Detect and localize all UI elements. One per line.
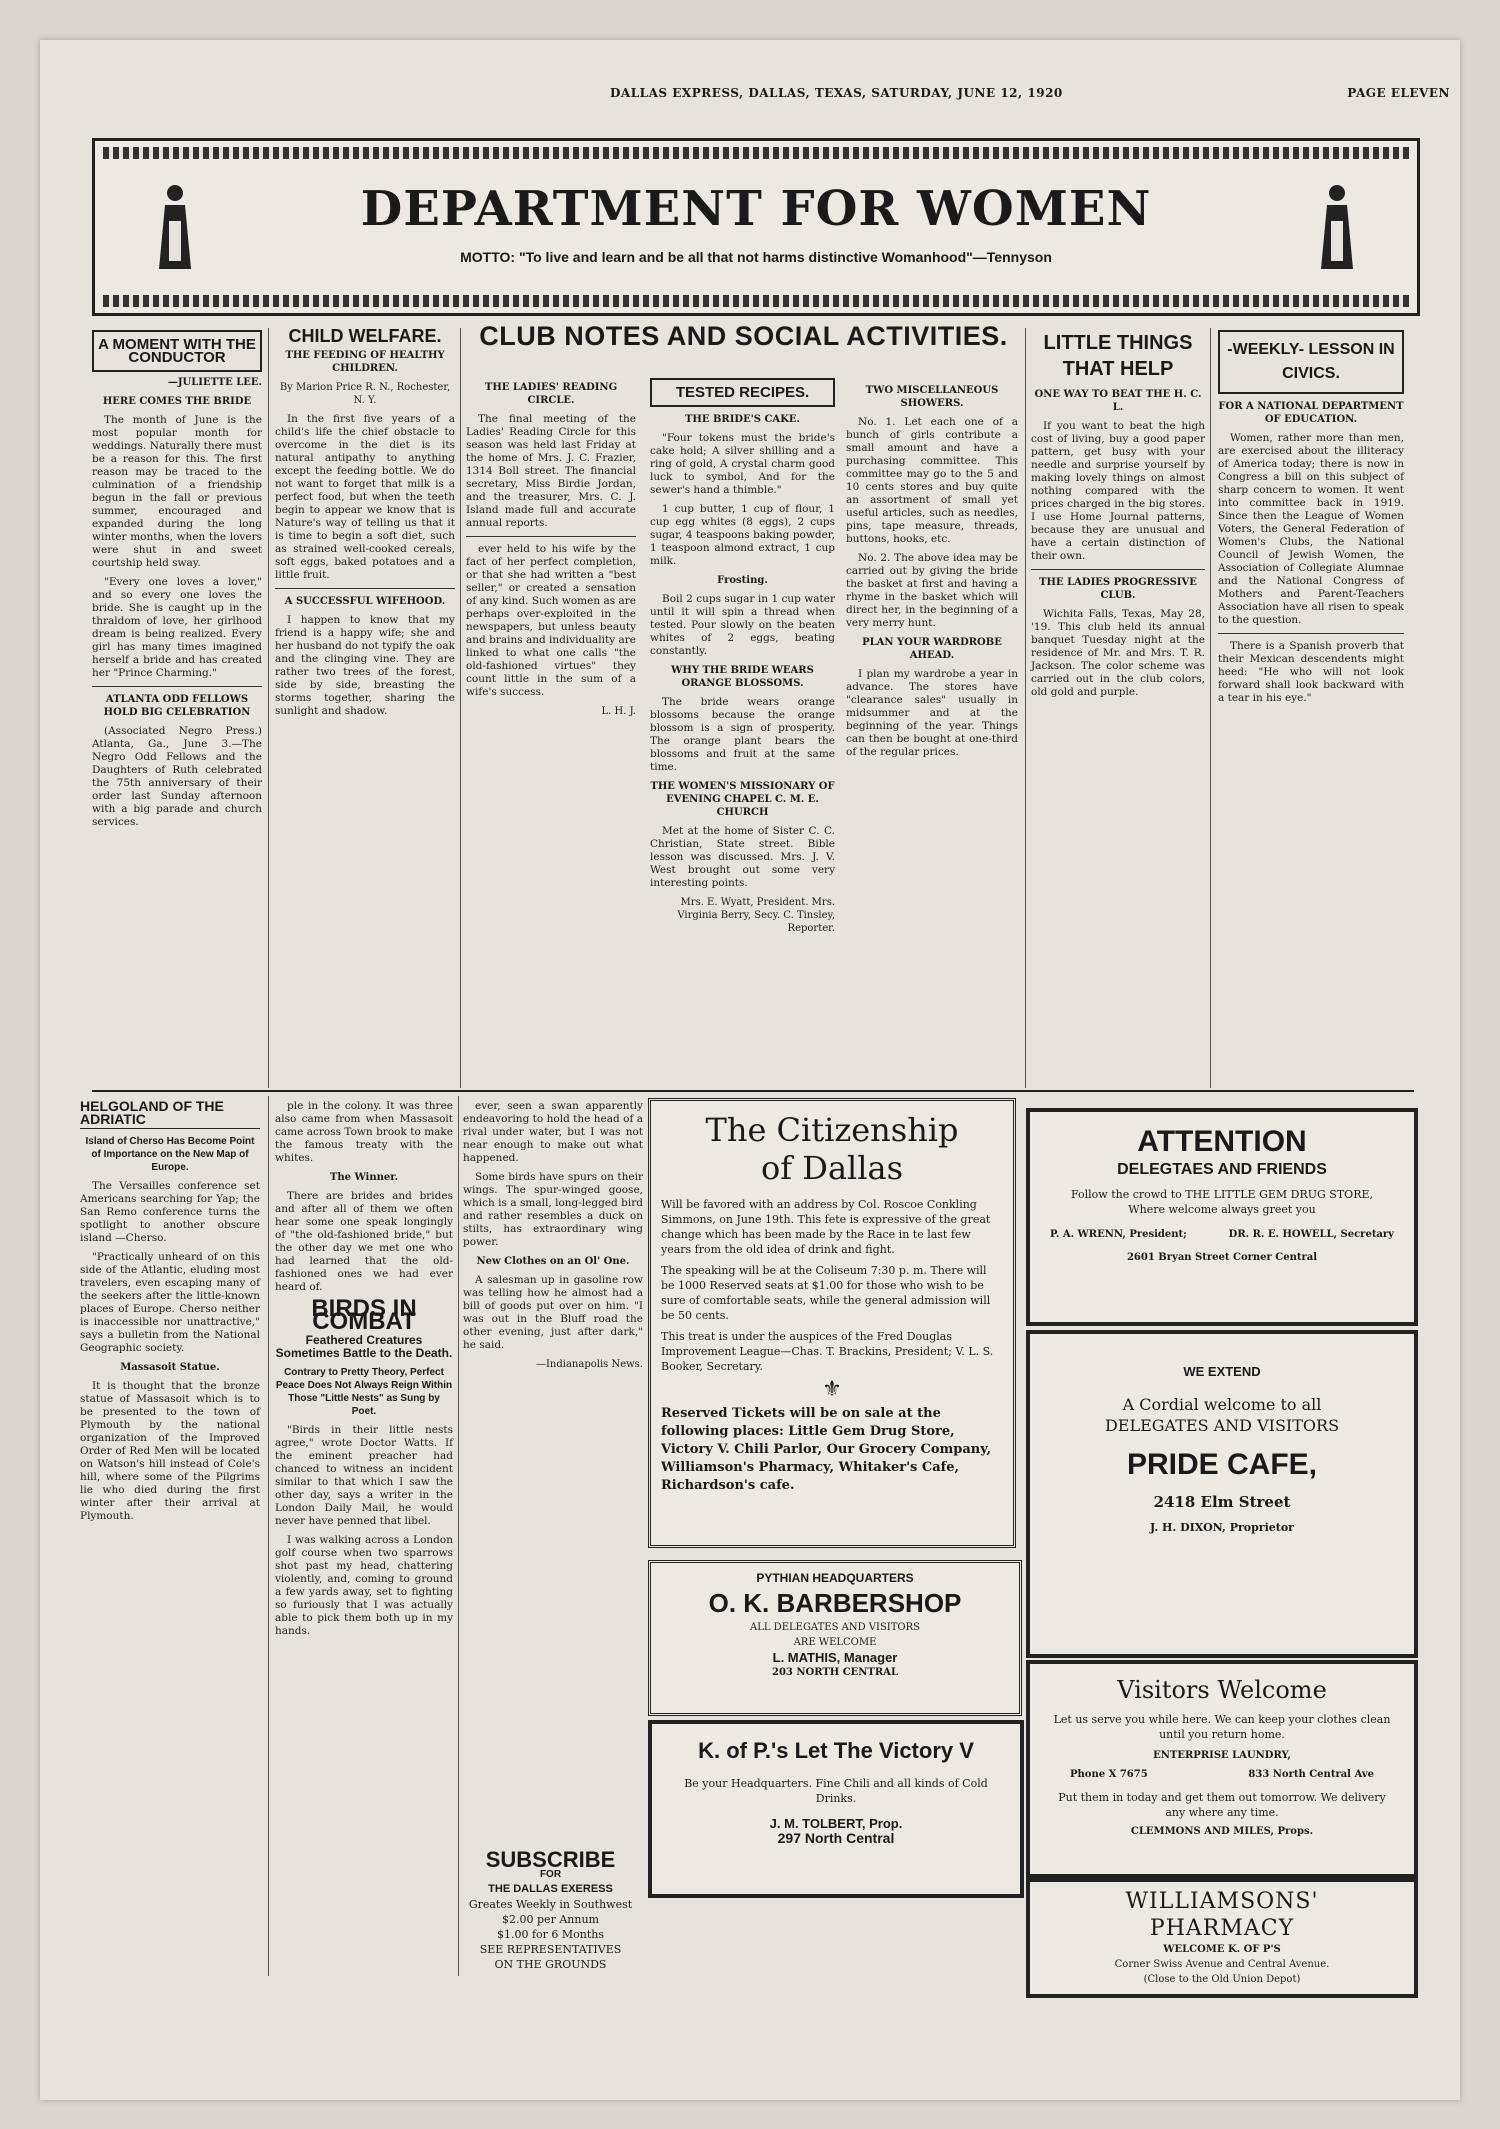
ad-line: WE EXTEND — [1183, 1364, 1261, 1379]
article-paragraph: ever, seen a swan apparently endeavoring to hold the head of a rival under water, but I was not near enough to make out what happened. — [463, 1100, 643, 1164]
attention-ad — [1026, 1108, 1418, 1326]
divider — [1218, 633, 1404, 634]
ad-line: ENTERPRISE LAUNDRY, — [1153, 1750, 1291, 1761]
ad-line: L. MATHIS, Manager — [772, 1650, 898, 1665]
article-paragraph: Met at the home of Sister C. C. Christian, State street. Bible lesson was discussed. Mrs. J. V. West brought out some very interesting points. — [650, 825, 835, 889]
article-subhead: Massasoit Statue. — [120, 1362, 220, 1373]
section-divider — [92, 1090, 1414, 1092]
article-subhead: THE BRIDE'S CAKE. — [684, 414, 800, 425]
article-subhead: HERE COMES THE BRIDE — [102, 396, 252, 407]
ad-line: Put them in today and get them out tomorrow. We delivery any where any time. — [1058, 1791, 1386, 1819]
ad-line: Let us serve you while here. We can keep your clothes clean until you return home. — [1053, 1713, 1391, 1741]
article-paragraph: "Four tokens must the bride's cake hold; A silver shilling and a ring of gold, A crystal charm good luck to symbol, And for the sewer's hand a thimble." — [650, 432, 835, 496]
ad-title: ATTENTION — [1137, 1125, 1307, 1158]
banner-border-top — [103, 147, 1409, 159]
williamsons-pharmacy-ad — [1026, 1878, 1418, 1998]
article-subhead: Frosting. — [717, 575, 768, 586]
article-subhead: ATLANTA ODD FELLOWS HOLD BIG CELEBRATION — [103, 694, 251, 718]
ad-paragraph: This treat is under the auspices of the Fred Douglas Improvement League—Chas. T. Brackins, President; V. L. S. Booker, Secretary. — [661, 1330, 994, 1373]
ad-line: DELEGATES AND VISITORS — [1104, 1416, 1340, 1435]
column-child-welfare — [275, 326, 455, 724]
section-heading: BIRDS IN COMBAT — [311, 1295, 417, 1335]
subscribe-line: Greates Weekly in Southwest — [468, 1898, 633, 1911]
article-subhead: THE LADIES PROGRESSIVE CLUB. — [1039, 577, 1197, 601]
article-subhead: ONE WAY TO BEAT THE H. C. L. — [1034, 389, 1202, 413]
article-subhead: FOR A NATIONAL DEPARTMENT OF EDUCATION. — [1218, 401, 1404, 425]
subscribe-ad — [458, 1848, 643, 1988]
section-heading: -WEEKLY- LESSON IN CIVICS. — [1218, 330, 1404, 394]
source-credit: —Indianapolis News. — [535, 1359, 643, 1370]
ornament-icon: ⚜ — [822, 1377, 842, 1402]
ad-line: Where welcome always greet you — [1128, 1203, 1316, 1216]
ad-phone: Phone X 7675 — [1070, 1769, 1148, 1780]
article-subhead: New Clothes on an Ol' One. — [476, 1256, 630, 1267]
ad-subtitle: DELEGTAES AND FRIENDS — [1117, 1161, 1327, 1178]
article-paragraph: Some birds have spurs on their wings. The spur-winged goose, which is a small, long-legged bird and rather resembles a duck on stilts, has extraordinary wing power. — [463, 1171, 643, 1248]
subscribe-line: ON THE GROUNDS — [494, 1958, 607, 1971]
article-paragraph: I happen to know that my friend is a happy wife; she and her husband do not typify the oak and the clinging vine. They are rather two trees of the forest, side by side, breasting the storms together, sharing the sunlight and shadow. — [275, 614, 455, 717]
article-paragraph: "Practically unheard of on this side of the Atlantic, eluding most travelers, even escaping many of the seekers after the little-known places of Europe. Cherso neither is inaccessible nor unattractive," says a bulletin from the National Geographic society. — [80, 1251, 260, 1354]
article-paragraph: "Every one loves a lover," and so every one loves the bride. She is caught up in the thraldom of love, her girlhood dream is being realized. Every girl has many times imagined herself a bride and has created her "Prince Charming." — [92, 576, 262, 679]
citizenship-ad — [648, 1098, 1016, 1548]
ad-title: Visitors Welcome — [1117, 1676, 1327, 1704]
ad-line: A Cordial welcome to all — [1122, 1395, 1322, 1414]
signoff: Mrs. E. Wyatt, President. Mrs. Virginia Berry, Secy. C. Tinsley, Reporter. — [677, 897, 835, 934]
article-paragraph: It is thought that the bronze statue of Massasoit which is to be presented to the town of Plymouth by the national organization of the Improved Order of Red Men will be located on Watson's hill instead of Cole's hill, where some of the Pilgrims lie who died during the first winter after their arrival at Plymouth. — [80, 1380, 260, 1522]
ad-paragraph: The speaking will be at the Coliseum 7:30 p. m. There will be 1000 Reserved seats at $1.00 for those who wish to be sure of comfortable seats, while the general admission will be 50 cents. — [661, 1264, 991, 1322]
article-paragraph: The Versailles conference set Americans searching for Yap; the San Remo conference turns the spotlight to another obscure island —Cherso. — [80, 1180, 260, 1244]
article-subhead: PLAN YOUR WARDROBE AHEAD. — [862, 637, 1002, 661]
divider — [275, 588, 455, 589]
section-heading: A MOMENT WITH THE CONDUCTOR — [92, 330, 262, 372]
section-heading: CHILD WELFARE. — [288, 326, 442, 346]
article-deck: Island of Cherso Has Become Point of Importance on the New Map of Europe. — [85, 1136, 255, 1173]
article-deck: Feathered Creatures Sometimes Battle to the Death. — [275, 1333, 453, 1360]
column-rule — [268, 328, 269, 1088]
column-rule — [460, 328, 461, 1088]
ad-title: of Dallas — [761, 1149, 903, 1187]
section-heading: LITTLE THINGS THAT HELP — [1043, 332, 1193, 380]
pythian-barbershop-ad — [648, 1560, 1022, 1716]
ad-line: Follow the crowd to THE LITTLE GEM DRUG STORE, — [1070, 1188, 1374, 1201]
section-heading: CLUB NOTES AND SOCIAL ACTIVITIES. — [479, 321, 1008, 351]
article-paragraph: If you want to beat the high cost of living, buy a good paper pattern, get busy with your needle and surprise yourself by making lovely things on almost nothing compared with the prices charged in the big stores. I use Home Journal patterns, because they are unusual and have a certain distinction of their own. — [1031, 420, 1205, 562]
article-paragraph: Wichita Falls, Texas, May 28, '19. This club held its annual banquet Tuesday night at the residence of Mr. and Mrs. T. R. Jackson. The color scheme was carried out in the club colors, old gold and purple. — [1031, 608, 1205, 698]
column-birds-in-combat — [275, 1100, 453, 1644]
laundry-ad — [1026, 1660, 1418, 1878]
ingredient-list: 1 cup butter, 1 cup of flour, 1 cup egg whites (8 eggs), 2 cups sugar, 4 teaspoons baking powder, 1 teaspoon almond extract, 1 cup milk. — [650, 503, 835, 567]
signoff: L. H. J. — [601, 706, 636, 717]
article-paragraph: The month of June is the most popular month for weddings. Naturally there must be a reason for this. The first reason may be traced to the culmination of a friendship begun in the fall or previous summer, encouraged and expanded during the long winter months, when the lovers were shut in and sweet courtship held sway. — [92, 414, 262, 569]
subscribe-line: SEE REPRESENTATIVES — [479, 1943, 622, 1956]
subscribe-line: $1.00 for 6 Months — [496, 1928, 605, 1941]
ad-proprietor: CLEMMONS AND MILES, Props. — [1130, 1826, 1314, 1837]
ad-line: J. M. TOLBERT, Prop. — [769, 1816, 903, 1831]
ad-title: K. of P.'s Let The Victory V — [698, 1738, 974, 1763]
article-subhead: The Winner. — [329, 1172, 399, 1183]
article-subhead: WHY THE BRIDE WEARS ORANGE BLOSSOMS. — [671, 665, 814, 689]
paper-dateline: DALLAS EXPRESS, DALLAS, TEXAS, SATURDAY, JUNE 12, 1920 — [610, 86, 1063, 100]
column-rule — [268, 1096, 269, 1976]
ad-proprietor: J. H. DIXON, Proprietor — [1150, 1521, 1294, 1534]
subscribe-line: THE DALLAS EXERESS — [488, 1883, 613, 1895]
ad-paragraph: Reserved Tickets will be on sale at the following places: Little Gem Drug Store, Victory V. Chili Parlor, Our Grocery Company, Williamson's Pharmacy, Whitaker's Cafe, Richardson's cafe. — [661, 1406, 992, 1493]
article-paragraph: I was walking across a London golf course when two sparrows shot past my head, chattering violently, and, coming to ground a few yards away, set to fighting so furiously that I was actually able to pick them both up in my hands. — [275, 1534, 453, 1637]
article-paragraph: The bride wears orange blossoms because the orange blossom is a sign of prosperity. The orange plant bears the blossoms and fruit at the same time. — [650, 696, 835, 773]
column-rule — [1025, 328, 1026, 1088]
article-paragraph: There is a Spanish proverb that their Mexican descendents might heed: "He who will not look forward shall look backward with a tear in his eye." — [1218, 640, 1404, 704]
column-rule — [458, 1096, 459, 1976]
ad-line: Be your Headquarters. Fine Chili and all kinds of Cold Drinks. — [684, 1777, 988, 1805]
article-subhead: THE FEEDING OF HEALTHY CHILDREN. — [285, 350, 445, 374]
column-civics — [1218, 330, 1404, 711]
section-heading: HELGOLAND OF THE ADRIATIC — [80, 1100, 260, 1129]
ad-line: 203 NORTH CENTRAL — [772, 1667, 898, 1678]
department-banner — [92, 138, 1420, 316]
ad-line: 297 North Central — [777, 1830, 895, 1846]
article-paragraph: No. 2. The above idea may be carried out by giving the bride the basket at first and having a rhyme in the basket which will direct her, in the beginning of a very merry hunt. — [846, 552, 1018, 629]
article-subhead: THE LADIES' READING CIRCLE. — [484, 382, 618, 406]
article-paragraph: (Associated Negro Press.) Atlanta, Ga., June 3.—The Negro Odd Fellows and the Daughters of Ruth celebrated the 75th anniversary of their order last Sunday afternoon with a big parade and church services. — [92, 725, 262, 828]
divider — [92, 686, 262, 687]
page-title: DEPARTMENT FOR WOMEN — [360, 181, 1152, 237]
byline: By Marion Price R. N., Rochester, N. Y. — [279, 382, 451, 406]
ad-line: PYTHIAN HEADQUARTERS — [756, 1571, 914, 1585]
article-paragraph: The final meeting of the Ladies' Reading Circle for this season was held last Friday at the home of Mrs. J. C. Frazier, 1314 Boll street. The financial secretary, Miss Birdie Jordan, and the treasurer, Mrs. C. J. Island made full and accurate annual reports. — [466, 413, 636, 529]
ad-secretary: DR. R. E. HOWELL, Secretary — [1228, 1229, 1394, 1240]
article-paragraph: Boil 2 cups sugar in 1 cup water until it will spin a thread when tested. Pour slowly on the beaten whites of 2 eggs, beating constantly. — [650, 593, 835, 657]
ad-title: PRIDE CAFE, — [1126, 1448, 1318, 1481]
ad-address: 2601 Bryan Street Corner Central — [1126, 1252, 1318, 1263]
column-helgoland — [80, 1100, 260, 1529]
club-notes-section — [466, 321, 1021, 351]
kofp-ad — [648, 1720, 1024, 1898]
subscribe-title: SUBSCRIBE — [485, 1847, 616, 1872]
ad-title: O. K. BARBERSHOP — [708, 1588, 962, 1618]
subscribe-line: FOR — [539, 1869, 562, 1880]
article-subhead: TWO MISCELLANEOUS SHOWERS. — [865, 385, 999, 409]
article-paragraph: In the first five years of a child's life the chief obstacle to overcome in the diet is its natural antipathy to anything except the feeding bottle. We do not want to forget that milk is a perfect food, but when the teeth begin to appear we know that is Nature's way of telling us that it is time to begin a soft diet, such as strained well-cooked cereals, soft eggs, baked potatoes and a little fruit. — [275, 413, 455, 581]
section-heading: TESTED RECIPES. — [650, 378, 835, 407]
article-paragraph: A salesman up in gasoline row was telling how he almost had a bill of goods put over on him. "I was out in the Bluff road the other evening, just after dark," he said. — [463, 1274, 643, 1351]
divider — [466, 536, 636, 537]
column-moment-with-conductor — [92, 330, 262, 835]
column-birds-continued — [463, 1100, 643, 1371]
article-paragraph: ever held to his wife by the fact of her perfect completion, or that she had written a "best seller," or created a sensation of any kind. Such women as are perhaps over-exploited in the newspapers, but unless beauty and brains and individuality are linked to what one calls "the old-fashioned virtues" they count little in the sum of a wife's success. — [466, 543, 636, 698]
article-paragraph: There are brides and brides and after all of them we often hear some one speak longingly of "the old-fashioned bride," but the other day we met one who had learned that the old-fashioned ones we had ever heard of. — [275, 1190, 453, 1293]
ad-paragraph: Will be favored with an address by Col. Roscoe Conkling Simmons, on June 19th. This fete is expressive of the great change which has been made by the Race in te last few years from the old idea of drink and fight. — [661, 1198, 991, 1256]
ad-line: ARE WELCOME — [793, 1637, 877, 1648]
divider — [1031, 569, 1205, 570]
article-paragraph: I plan my wardrobe a year in advance. The stores have "clearance sales" usually in midsummer and at the beginning of the year. Things can then be bought at one-third of the regular prices. — [846, 668, 1018, 758]
banner-motto: MOTTO: "To live and learn and be all that not harms distinctive Womanhood"—Tennyson — [460, 249, 1052, 265]
ad-title: PHARMACY — [1149, 1916, 1295, 1941]
article-subhead: A SUCCESSFUL WIFEHOOD. — [284, 596, 446, 607]
ad-title: WILLIAMSONS' — [1125, 1889, 1319, 1914]
ad-address: 833 North Central Ave — [1248, 1769, 1374, 1780]
article-subhead: THE WOMEN'S MISSIONARY OF EVENING CHAPEL C. M. E. CHURCH — [650, 781, 835, 818]
ad-president: P. A. WRENN, President; — [1050, 1229, 1187, 1240]
article-deck: Contrary to Pretty Theory, Perfect Peace Does Not Always Reign Within Those "Little Nests" as Sung by Poet. — [275, 1367, 453, 1417]
banner-border-bottom — [103, 295, 1409, 307]
ad-line: ALL DELEGATES AND VISITORS — [750, 1622, 920, 1633]
article-paragraph: ple in the colony. It was three also came from when Massasoit came across Town brook to make the famous treaty with the whites. — [275, 1100, 453, 1164]
ad-address: 2418 Elm Street — [1153, 1493, 1291, 1511]
byline: —JULIETTE LEE. — [167, 377, 262, 388]
article-paragraph: Women, rather more than men, are exercised about the illiteracy of America today; there is now in Congress a bill on this subject of sharp concern to women. It went into committee back in 1919. Since then the League of Women Voters, the General Federation of Women's Clubs, the National Council of Jewish Women, the Association of Collegiate Alumnae and the National Congress of Mothers and Parent-Teachers Association have all risen to speak to the question. — [1218, 432, 1404, 626]
article-paragraph: No. 1. Let each one of a bunch of girls contribute a small amount and have a purchasing committee. This committee may go to the 5 and 10 cents stores and buy quite an assortment of small yet useful articles, such as needles, pins, tape measure, threads, buttons, hooks, etc. — [846, 416, 1018, 545]
ad-line: Corner Swiss Avenue and Central Avenue. — [1114, 1959, 1330, 1970]
article-paragraph: "Birds in their little nests agree," wrote Doctor Watts. If the eminent preacher had chanced to witness an incident similar to that which I saw the other day, says a writer in the London Daily Mail, he would never have penned that libel. — [275, 1424, 453, 1527]
ad-line: WELCOME K. OF P'S — [1163, 1944, 1281, 1955]
column-reading-circle — [466, 375, 636, 718]
column-showers — [846, 378, 1018, 765]
page-number: PAGE ELEVEN — [1347, 86, 1450, 100]
column-little-things — [1031, 330, 1205, 705]
subscribe-line: $2.00 per Annum — [502, 1913, 599, 1926]
pride-cafe-ad — [1026, 1330, 1418, 1658]
ad-title: The Citizenship — [705, 1111, 959, 1149]
column-tested-recipes — [650, 378, 835, 935]
column-rule — [1210, 328, 1211, 1088]
ad-line: (Close to the Old Union Depot) — [1143, 1974, 1301, 1985]
